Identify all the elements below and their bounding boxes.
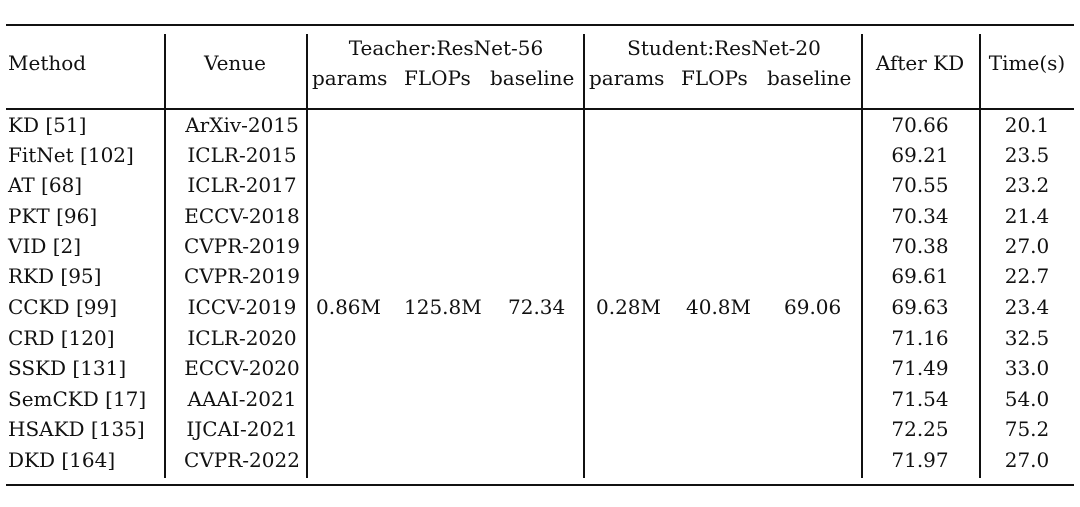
time-cell: 27.0 [1004,448,1050,472]
after-kd-cell: 71.54 [891,387,949,411]
time-cell: 23.5 [1004,143,1050,167]
method-cell: CRD [120] [8,326,115,350]
after-kd-cell: 70.66 [891,113,949,137]
col-sep [164,34,166,478]
method-cell: AT [68] [8,173,83,197]
time-cell: 33.0 [1004,356,1050,380]
mid-rule [6,108,1074,110]
venue-cell: ICCV-2019 [187,295,297,319]
venue-cell: CVPR-2019 [184,234,300,258]
col-sep [979,34,981,478]
time-cell: 27.0 [1004,234,1050,258]
method-cell: HSAKD [135] [8,417,145,441]
after-kd-cell: 70.34 [891,204,949,228]
after-kd-cell: 69.63 [891,295,949,319]
time-cell: 20.1 [1004,113,1050,137]
results-table [6,24,1074,486]
header-venue: Venue [203,51,267,75]
time-cell: 22.7 [1004,264,1050,288]
header-teacher: Teacher:ResNet-56 [348,36,544,60]
venue-cell: AAAI-2021 [187,387,297,411]
after-kd-cell: 71.49 [891,356,949,380]
time-cell: 32.5 [1004,326,1050,350]
method-cell: CCKD [99] [8,295,117,319]
method-cell: PKT [96] [8,204,98,228]
col-sep [861,34,863,478]
venue-cell: ICLR-2015 [187,143,297,167]
method-cell: SemCKD [17] [8,387,147,411]
time-cell: 54.0 [1004,387,1050,411]
header-student-params: params [589,66,665,90]
method-cell: FitNet [102] [8,143,134,167]
method-cell: RKD [95] [8,264,102,288]
method-cell: KD [51] [8,113,87,137]
after-kd-cell: 71.16 [891,326,949,350]
after-kd-cell: 72.25 [891,417,949,441]
header-student-flops: FLOPs [681,66,748,90]
bottom-rule [6,484,1074,486]
col-sep [306,34,308,478]
teacher-baseline: 72.34 [508,295,566,319]
student-params: 0.28M [596,295,662,319]
after-kd-cell: 70.55 [891,173,949,197]
header-teacher-params: params [312,66,388,90]
venue-cell: ICLR-2017 [187,173,297,197]
time-cell: 23.4 [1004,295,1050,319]
time-cell: 75.2 [1004,417,1050,441]
teacher-params: 0.86M [316,295,382,319]
venue-cell: CVPR-2022 [184,448,300,472]
col-sep [583,34,585,478]
header-teacher-baseline: baseline [490,66,575,90]
header-method: Method [8,51,87,75]
header-teacher-flops: FLOPs [404,66,471,90]
venue-cell: CVPR-2019 [184,264,300,288]
method-cell: DKD [164] [8,448,116,472]
venue-cell: IJCAI-2021 [186,417,298,441]
time-cell: 23.2 [1004,173,1050,197]
student-baseline: 69.06 [784,295,842,319]
after-kd-cell: 70.38 [891,234,949,258]
header-student: Student:ResNet-20 [627,36,821,60]
method-cell: SSKD [131] [8,356,127,380]
header-student-baseline: baseline [767,66,852,90]
teacher-flops: 125.8M [404,295,482,319]
method-cell: VID [2] [8,234,82,258]
header-time: Time(s) [988,51,1066,75]
after-kd-cell: 69.61 [891,264,949,288]
time-cell: 21.4 [1004,204,1050,228]
top-rule [6,24,1074,26]
student-flops: 40.8M [686,295,752,319]
venue-cell: ECCV-2020 [184,356,300,380]
header-after-kd: After KD [875,51,965,75]
after-kd-cell: 69.21 [891,143,949,167]
venue-cell: ArXiv-2015 [185,113,299,137]
venue-cell: ECCV-2018 [184,204,300,228]
after-kd-cell: 71.97 [891,448,949,472]
venue-cell: ICLR-2020 [187,326,297,350]
